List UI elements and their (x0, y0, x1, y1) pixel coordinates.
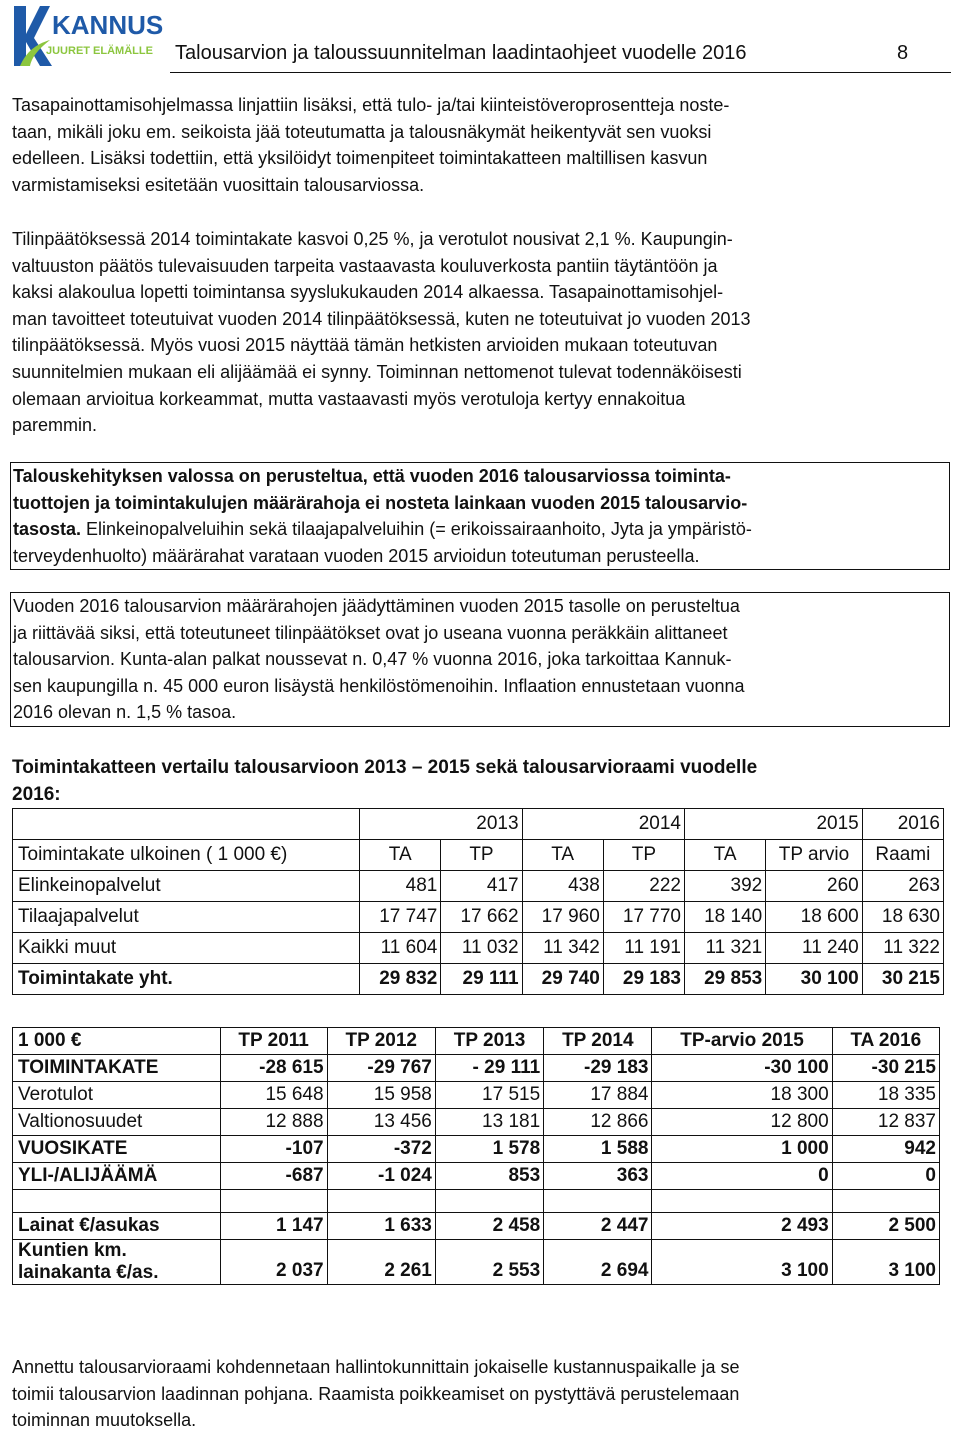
table-row (13, 933, 944, 964)
text-line: Tasapainottamisohjelmassa linjattiin lisäksi, että tulo- ja/tai kiinteistöveroprosentteja noste- (12, 95, 730, 115)
text-line: varmistamiseksi esitetään vuosittain talousarviossa. (12, 174, 425, 195)
text-line (13, 516, 947, 543)
row-label: Kaikki muut (13, 933, 360, 964)
text-line: Annettu talousarvioraami kohdennetaan hallintokunnittain jokaiselle kustannuspaikalle ja se (12, 1357, 740, 1377)
table-cell (435, 1190, 543, 1213)
row-label: Valtionosuudet (13, 1109, 221, 1136)
heading-line: Toimintakatteen vertailu talousarvioon 2013 – 2015 sekä talousarvioraami vuodelle (12, 757, 758, 778)
year-header: 2013 (360, 809, 522, 840)
bold-fragment: tasosta. (13, 519, 82, 540)
heading-line: 2016: (12, 783, 61, 805)
table-row (13, 964, 944, 995)
table-cell: 438 (522, 871, 603, 902)
text-line: man tavoitteet toteutuivat vuoden 2014 tilinpäätöksessä, kuten ne toteutuivat jo vuoden 2013 (12, 308, 751, 329)
table-cell: -29 183 (544, 1055, 652, 1082)
table-cell: 12 866 (544, 1109, 652, 1136)
column-header: TP 2012 (327, 1028, 435, 1055)
text-line: edelleen. Lisäksi todettiin, että yksilöidyt toimenpiteet toimintakatteen maltillisen kasvun (12, 148, 708, 169)
table-cell (13, 1190, 221, 1213)
column-header: Toimintakate ulkoinen ( 1 000 €) (13, 840, 360, 871)
table-row (13, 1240, 940, 1285)
table-cell: 18 335 (832, 1082, 939, 1109)
year-header: 2016 (862, 809, 943, 840)
table-cell: 12 888 (220, 1109, 327, 1136)
kannus-logo (10, 4, 164, 68)
text-line: toimii talousarvion laadinnan pohjana. Raamista poikkeamiset on pystyttävä perustelemaan (12, 1383, 740, 1404)
text-line: talousarvion. Kunta-alan palkat noussevat n. 0,47 % vuonna 2016, joka tarkoittaa Kannuk- (13, 649, 732, 670)
table-cell: 2 447 (544, 1213, 652, 1240)
text-fragment: Elinkeinopalveluihin sekä tilaajapalveluihin (= erikoissairaanhoito, Jyta ja ympäristö- (81, 519, 752, 540)
row-label: Elinkeinopalvelut (13, 871, 360, 902)
table-cell: 18 600 (766, 902, 863, 933)
year-header: 2015 (685, 809, 863, 840)
table-cell: 2 500 (832, 1213, 939, 1240)
row-label: VUOSIKATE (13, 1136, 221, 1163)
table-cell: 18 630 (862, 902, 943, 933)
table-row (13, 840, 944, 871)
table-cell: 17 960 (522, 902, 603, 933)
table-cell: 17 884 (544, 1082, 652, 1109)
table-cell: 1 000 (652, 1136, 832, 1163)
table-cell (13, 809, 360, 840)
text-line: Tilinpäätöksessä 2014 toimintakate kasvoi 0,25 %, ja verotulot nousivat 2,1 %. Kaupungin- (12, 229, 733, 249)
table-cell: 13 456 (327, 1109, 435, 1136)
year-header: 2014 (522, 809, 684, 840)
text-line: tuottojen ja toimintakulujen määrärahoja ei nosteta lainkaan vuoden 2015 talousarvio- (13, 492, 748, 513)
table-cell: 2 694 (544, 1240, 652, 1285)
table-cell: 853 (435, 1163, 543, 1190)
column-header: TP arvio (766, 840, 863, 871)
table-cell: 3 100 (832, 1240, 939, 1285)
table-spacer-row (13, 1190, 940, 1213)
table-cell: 29 183 (603, 964, 684, 995)
column-header: TP 2011 (220, 1028, 327, 1055)
table-cell: 2 458 (435, 1213, 543, 1240)
table-row (13, 902, 944, 933)
header-title: Talousarvion ja taloussuunnitelman laadintaohjeet vuodelle 2016 (175, 42, 747, 64)
table-cell: 0 (652, 1163, 832, 1190)
table-cell: 363 (544, 1163, 652, 1190)
table-cell: 17 662 (441, 902, 522, 933)
highlighted-paragraph (10, 462, 950, 570)
table-cell: - 29 111 (435, 1055, 543, 1082)
boxed-paragraph (10, 592, 950, 727)
text-line: olemaan arvioitua korkeammat, mutta vastaavasti myös verotuloja kertyy ennakoitua (12, 388, 686, 409)
table-row (13, 809, 944, 840)
text-line: tilinpäätöksessä. Myös vuosi 2015 näyttää tämän hetkisten arvioiden mukaan toteutuvan (12, 335, 718, 356)
column-header: TP-arvio 2015 (652, 1028, 832, 1055)
table-cell: -30 215 (832, 1055, 939, 1082)
row-label: Toimintakate yht. (13, 964, 360, 995)
page-number: 8 (897, 42, 909, 64)
text-line: valtuuston päätös tulevaisuuden tarpeita vastaavasta kouluverkosta pantiin täytäntöön ja (12, 255, 718, 276)
table-cell: 11 322 (862, 933, 943, 964)
table-cell: 392 (685, 871, 766, 902)
text-line: Vuoden 2016 talousarvion määrärahojen jäädyttäminen vuoden 2015 tasolle on perusteltua (13, 596, 740, 616)
table-cell: 11 191 (603, 933, 684, 964)
table-row (13, 1055, 940, 1082)
table-cell: 29 740 (522, 964, 603, 995)
paragraph-1 (12, 92, 948, 198)
text-line: kaksi alakoulua lopetti toimintansa syyslukukauden 2014 alkaessa. Tasapainottamisohjel- (12, 282, 724, 303)
text-line: paremmin. (12, 415, 98, 436)
text-line: ja riittävää siksi, että toteutuneet tilinpäätökset ovat jo useana vuonna peräkkäin alittaneet (13, 622, 728, 643)
table-cell: 18 300 (652, 1082, 832, 1109)
table-row (13, 1163, 940, 1190)
text-line: toiminnan muutoksella. (12, 1410, 197, 1431)
row-label: YLI-/ALIJÄÄMÄ (13, 1163, 221, 1190)
table-cell: 29 832 (360, 964, 441, 995)
logo-text-main: KANNUS (52, 10, 164, 40)
column-header: TP 2013 (435, 1028, 543, 1055)
row-label: TOIMINTAKATE (13, 1055, 221, 1082)
table-cell: 260 (766, 871, 863, 902)
table-cell: 1 147 (220, 1213, 327, 1240)
column-header: TA (522, 840, 603, 871)
table-cell: 2 037 (220, 1240, 327, 1285)
text-line: Talouskehityksen valossa on perusteltua, että vuoden 2016 talousarviossa toiminta- (13, 466, 731, 486)
table-cell: 29 853 (685, 964, 766, 995)
header-divider (170, 72, 951, 73)
section-heading (12, 755, 948, 808)
table-cell: 11 032 (441, 933, 522, 964)
row-label-line: Kuntien km. (18, 1240, 127, 1261)
financial-summary-table (12, 1027, 940, 1285)
table-cell: 481 (360, 871, 441, 902)
column-header: TP (603, 840, 684, 871)
table-cell: -29 767 (327, 1055, 435, 1082)
text-line: sen kaupungilla n. 45 000 euron lisäystä henkilöstömenoihin. Inflaation ennustetaan vuonna (13, 675, 745, 696)
table-row (13, 1082, 940, 1109)
logo-text-sub: JUURET ELÄMÄLLE (46, 45, 153, 57)
table-cell: -687 (220, 1163, 327, 1190)
table-cell (327, 1190, 435, 1213)
row-label-line: lainakanta €/as. (18, 1262, 159, 1283)
text-line: terveydenhuolto) määrärahat varataan vuoden 2015 arvioidun toteutuman perusteella. (13, 545, 700, 566)
text-line: 2016 olevan n. 1,5 % tasoa. (13, 702, 237, 723)
table-cell: -1 024 (327, 1163, 435, 1190)
table-cell: -107 (220, 1136, 327, 1163)
column-header: TA (685, 840, 766, 871)
table-cell: 30 215 (862, 964, 943, 995)
table-cell (652, 1190, 832, 1213)
table-cell: 417 (441, 871, 522, 902)
table-cell: 30 100 (766, 964, 863, 995)
table-cell: -372 (327, 1136, 435, 1163)
column-header: TP (441, 840, 522, 871)
table-cell: 29 111 (441, 964, 522, 995)
table-row (13, 1028, 940, 1055)
table-cell: 17 515 (435, 1082, 543, 1109)
table-cell: 11 342 (522, 933, 603, 964)
table-cell: 11 321 (685, 933, 766, 964)
table-cell: 12 837 (832, 1109, 939, 1136)
column-header: TP 2014 (544, 1028, 652, 1055)
table-cell: 18 140 (685, 902, 766, 933)
page-header (0, 0, 960, 75)
table-cell: 17 747 (360, 902, 441, 933)
table-row (13, 1136, 940, 1163)
closing-paragraph (12, 1354, 948, 1434)
table-cell: 2 493 (652, 1213, 832, 1240)
toimintakate-table (12, 808, 944, 995)
table-cell (832, 1190, 939, 1213)
text-line: suunnitelmien mukaan eli alijäämää ei synny. Toiminnan nettomenot tulevat todennäköisesti (12, 361, 742, 382)
row-label: Tilaajapalvelut (13, 902, 360, 933)
table-cell: 1 588 (544, 1136, 652, 1163)
table-cell: 11 240 (766, 933, 863, 964)
table-cell: 0 (832, 1163, 939, 1190)
table-cell: 13 181 (435, 1109, 543, 1136)
text-line: taan, mikäli joku em. seikoista jää toteutumatta ja talousnäkymät heikentyvät sen vuoksi (12, 121, 712, 142)
table-row (13, 1109, 940, 1136)
column-header: Raami (862, 840, 943, 871)
row-label (13, 1240, 221, 1285)
column-header: 1 000 € (13, 1028, 221, 1055)
table-row (13, 1213, 940, 1240)
table-cell: 942 (832, 1136, 939, 1163)
column-header: TA 2016 (832, 1028, 939, 1055)
row-label: Lainat €/asukas (13, 1213, 221, 1240)
table-cell: 263 (862, 871, 943, 902)
table-cell: 2 261 (327, 1240, 435, 1285)
table-cell: 3 100 (652, 1240, 832, 1285)
table-cell: 222 (603, 871, 684, 902)
table-cell: 15 958 (327, 1082, 435, 1109)
row-label: Verotulot (13, 1082, 221, 1109)
column-header: TA (360, 840, 441, 871)
table-cell: 1 578 (435, 1136, 543, 1163)
paragraph-2 (12, 226, 948, 439)
table-cell: 17 770 (603, 902, 684, 933)
table-cell: -28 615 (220, 1055, 327, 1082)
table-cell (544, 1190, 652, 1213)
table-cell: 1 633 (327, 1213, 435, 1240)
table-cell: 12 800 (652, 1109, 832, 1136)
table-row (13, 871, 944, 902)
table-cell: 11 604 (360, 933, 441, 964)
table-cell: -30 100 (652, 1055, 832, 1082)
table-cell: 2 553 (435, 1240, 543, 1285)
table-cell: 15 648 (220, 1082, 327, 1109)
table-cell (220, 1190, 327, 1213)
